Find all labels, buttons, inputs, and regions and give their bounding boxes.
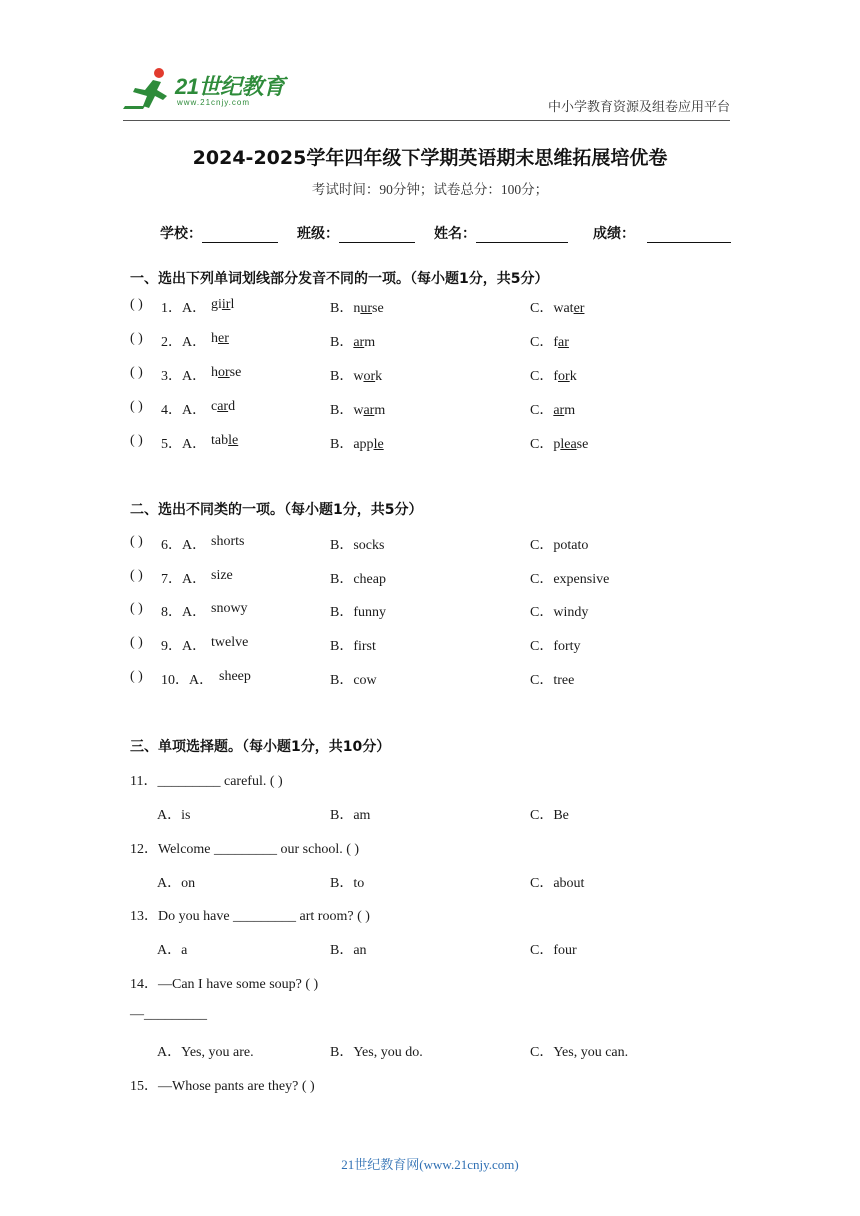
option-a: A．a xyxy=(157,943,188,958)
question-number: 6．A． xyxy=(161,538,207,553)
answer-paren[interactable]: ( ) xyxy=(130,669,143,684)
option-b: B．work xyxy=(330,369,383,384)
option-c: C．Yes, you can. xyxy=(530,1045,629,1060)
option-c: C．fork xyxy=(530,369,577,384)
name-field xyxy=(434,223,568,243)
option-b: B．an xyxy=(330,943,367,958)
question-14-stem: 14．—Can I have some soup? ( ) xyxy=(130,977,319,992)
option-a: size xyxy=(211,568,233,583)
option-b: B．Yes, you do. xyxy=(330,1045,423,1060)
section1-heading: 一、选出下列单词划线部分发音不同的一项。（每小题1分，共5分） xyxy=(130,271,549,287)
option-a: snowy xyxy=(211,601,248,616)
exam-title: 2024-2025学年四年级下学期英语期末思维拓展培优卷 xyxy=(192,147,668,169)
question-number: 10．A． xyxy=(161,673,214,688)
logo-url: www.21cnjy.com xyxy=(177,98,250,107)
exam-subtitle: 考试时间：90分钟；试卷总分：100分； xyxy=(311,182,549,197)
option-a: sheep xyxy=(219,669,251,684)
option-c: C．water xyxy=(530,301,585,316)
option-c: C．forty xyxy=(530,639,581,654)
score-label: 成绩： xyxy=(593,226,635,242)
question-13-stem: 13．Do you have _________ art room? ( ) xyxy=(130,909,370,924)
answer-paren[interactable]: ( ) xyxy=(130,399,143,414)
class-label: 班级： xyxy=(297,226,339,242)
option-a: twelve xyxy=(211,635,249,650)
question-number: 2．A． xyxy=(161,335,207,350)
platform-label: 中小学教育资源及组卷应用平台 xyxy=(547,99,730,114)
option-a: her xyxy=(211,331,229,346)
option-b: B．cow xyxy=(330,673,377,688)
question-14-answer-line[interactable]: —_________ xyxy=(130,1007,207,1022)
question-number: 1．A． xyxy=(161,301,207,316)
question-number: 4．A． xyxy=(161,403,207,418)
option-c: C．about xyxy=(530,876,585,891)
option-b: B．to xyxy=(330,876,365,891)
class-field xyxy=(297,223,415,243)
option-a: A．Yes, you are. xyxy=(157,1045,254,1060)
option-b: B．first xyxy=(330,639,376,654)
question-number: 3．A． xyxy=(161,369,207,384)
school-field xyxy=(160,223,278,243)
option-c: C．expensive xyxy=(530,572,610,587)
option-a: giirl xyxy=(211,297,235,312)
answer-paren[interactable]: ( ) xyxy=(130,635,143,650)
option-a: table xyxy=(211,433,239,448)
answer-paren[interactable]: ( ) xyxy=(130,433,143,448)
school-label: 学校： xyxy=(160,226,202,242)
question-11-stem: 11．_________ careful. ( ) xyxy=(130,774,283,789)
option-c: C．far xyxy=(530,335,569,350)
answer-paren[interactable]: ( ) xyxy=(130,534,143,549)
section2-heading: 二、选出不同类的一项。（每小题1分，共5分） xyxy=(130,502,423,518)
option-c: C．potato xyxy=(530,538,589,553)
option-c: C．tree xyxy=(530,673,575,688)
section3-heading: 三、单项选择题。（每小题1分，共10分） xyxy=(130,739,391,755)
score-field xyxy=(593,223,731,243)
header-divider xyxy=(123,120,730,121)
footer-link[interactable]: 21世纪教育网(www.21cnjy.com) xyxy=(341,1157,519,1172)
option-a: card xyxy=(211,399,236,414)
question-number: 5．A． xyxy=(161,437,207,452)
option-b: B．am xyxy=(330,808,371,823)
option-b: B．nurse xyxy=(330,301,384,316)
option-b: B．socks xyxy=(330,538,385,553)
runner-icon xyxy=(123,66,175,112)
answer-paren[interactable]: ( ) xyxy=(130,331,143,346)
name-label: 姓名： xyxy=(434,226,476,242)
name-blank[interactable] xyxy=(476,228,568,243)
logo xyxy=(123,66,293,114)
question-number: 9．A． xyxy=(161,639,207,654)
question-15-stem: 15．—Whose pants are they? ( ) xyxy=(130,1079,315,1094)
option-c: C．please xyxy=(530,437,589,452)
answer-paren[interactable]: ( ) xyxy=(130,365,143,380)
option-a: A．is xyxy=(157,808,191,823)
option-a: A．on xyxy=(157,876,196,891)
option-b: B．arm xyxy=(330,335,376,350)
answer-paren[interactable]: ( ) xyxy=(130,601,143,616)
answer-paren[interactable]: ( ) xyxy=(130,568,143,583)
option-a: horse xyxy=(211,365,242,380)
option-c: C．four xyxy=(530,943,577,958)
answer-paren[interactable]: ( ) xyxy=(130,297,143,312)
question-number: 8．A． xyxy=(161,605,207,620)
option-c: C．arm xyxy=(530,403,576,418)
score-blank[interactable] xyxy=(647,228,731,243)
class-blank[interactable] xyxy=(339,228,415,243)
option-b: B．cheap xyxy=(330,572,386,587)
option-b: B．apple xyxy=(330,437,384,452)
option-b: B．warm xyxy=(330,403,386,418)
option-a: shorts xyxy=(211,534,245,549)
school-blank[interactable] xyxy=(202,228,278,243)
question-number: 7．A． xyxy=(161,572,207,587)
option-b: B．funny xyxy=(330,605,386,620)
logo-text: 21世纪教育 xyxy=(175,74,285,99)
option-c: C．windy xyxy=(530,605,589,620)
question-12-stem: 12．Welcome _________ our school. ( ) xyxy=(130,842,360,857)
option-c: C．Be xyxy=(530,808,569,823)
